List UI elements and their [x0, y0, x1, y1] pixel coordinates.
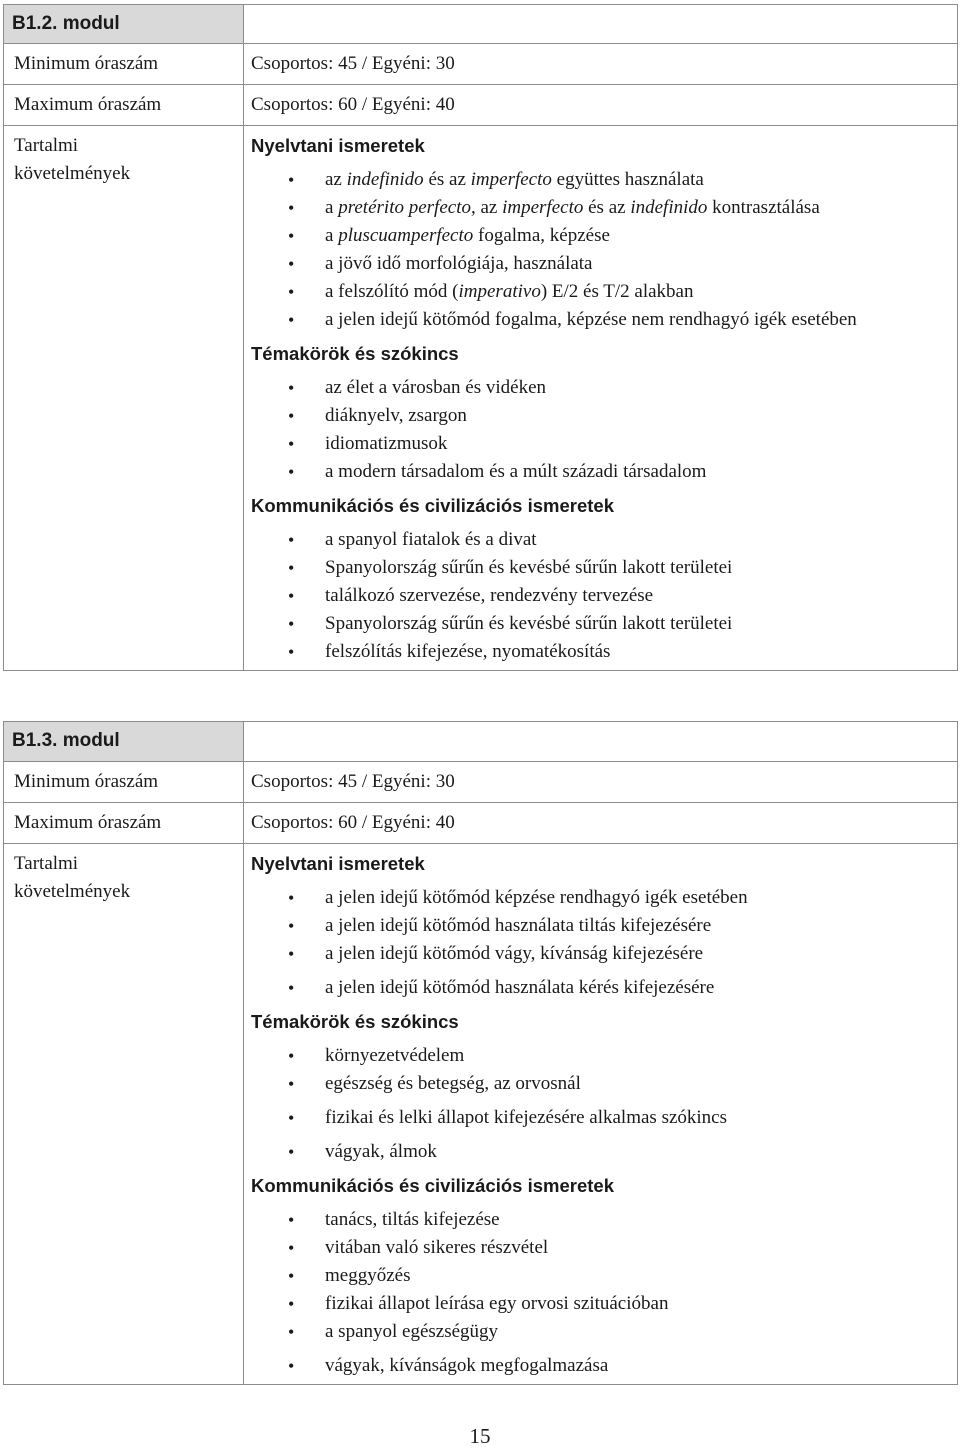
list-item: • vágyak, kívánságok megfogalmazása	[251, 1352, 945, 1380]
list-item: • diáknyelv, zsargon	[251, 402, 945, 430]
content-requirements-label	[4, 844, 244, 1385]
grammar-list	[251, 884, 945, 1002]
list-item: • az élet a városban és vidéken	[251, 374, 945, 402]
content-requirements	[244, 126, 958, 671]
max-hours-value: Csoportos: 60 / Egyéni: 40	[244, 85, 958, 126]
max-hours-label: Maximum óraszám	[4, 803, 244, 844]
list-item: • a jövő idő morfológiája, használata	[251, 250, 945, 278]
content-label-line-2: követelmények	[14, 163, 131, 184]
section-title-grammar: Nyelvtani ismeretek	[251, 853, 425, 874]
content-label-line-1: Tartalmi	[14, 853, 79, 874]
list-item: • a modern társadalom és a múlt századi társadalom	[251, 458, 945, 486]
list-item: • a spanyol egészségügy	[251, 1318, 945, 1346]
list-item: • felszólítás kifejezése, nyomatékosítás	[251, 638, 945, 666]
page-number: 15	[469, 1424, 491, 1448]
list-item: • meggyőzés	[251, 1262, 945, 1290]
list-item: • a pluscuamperfecto fogalma, képzése	[251, 222, 945, 250]
min-hours-label: Minimum óraszám	[4, 762, 244, 803]
module-id: B1.2. modul	[4, 5, 244, 44]
module-header-blank	[244, 5, 958, 44]
section-title-grammar: Nyelvtani ismeretek	[251, 135, 425, 156]
grammar-list	[251, 166, 945, 334]
list-item: • vitában való sikeres részvétel	[251, 1234, 945, 1262]
list-item: • fizikai állapot leírása egy orvosi szituációban	[251, 1290, 945, 1318]
list-item: • egészség és betegség, az orvosnál	[251, 1070, 945, 1098]
list-item: • Spanyolország sűrűn és kevésbé sűrűn lakott területei	[251, 554, 945, 582]
list-item: • a pretérito perfecto, az imperfecto és az indefinido kontrasztálása	[251, 194, 945, 222]
module-id: B1.3. modul	[4, 722, 244, 762]
max-hours-label: Maximum óraszám	[4, 85, 244, 126]
min-hours-label: Minimum óraszám	[4, 44, 244, 85]
section-title-topics: Témakörök és szókincs	[251, 1011, 459, 1032]
section-title-topics: Témakörök és szókincs	[251, 343, 459, 364]
content-label-line-2: követelmények	[14, 881, 131, 902]
communication-list	[251, 1206, 945, 1380]
list-item: • a jelen idejű kötőmód használata kérés kifejezésére	[251, 974, 945, 1002]
section-title-communication: Kommunikációs és civilizációs ismeretek	[251, 1175, 614, 1196]
topics-list	[251, 1042, 945, 1166]
list-item: • a jelen idejű kötőmód vágy, kívánság kifejezésére	[251, 940, 945, 968]
list-item: • a jelen idejű kötőmód képzése rendhagyó igék esetében	[251, 884, 945, 912]
max-hours-value: Csoportos: 60 / Egyéni: 40	[244, 803, 958, 844]
min-hours-value: Csoportos: 45 / Egyéni: 30	[244, 44, 958, 85]
list-item: • tanács, tiltás kifejezése	[251, 1206, 945, 1234]
list-item: • az indefinido és az imperfecto együttes használata	[251, 166, 945, 194]
module-table-b1-3	[3, 721, 958, 1385]
topics-list	[251, 374, 945, 486]
min-hours-value: Csoportos: 45 / Egyéni: 30	[244, 762, 958, 803]
module-header-blank	[244, 722, 958, 762]
list-item: • fizikai és lelki állapot kifejezésére alkalmas szókincs	[251, 1104, 945, 1132]
section-title-communication: Kommunikációs és civilizációs ismeretek	[251, 495, 614, 516]
list-item: • találkozó szervezése, rendezvény tervezése	[251, 582, 945, 610]
module-table-b1-2	[3, 4, 958, 671]
list-item: • a felszólító mód (imperativo) E/2 és T/2 alakban	[251, 278, 945, 306]
list-item: • a spanyol fiatalok és a divat	[251, 526, 945, 554]
list-item: • környezetvédelem	[251, 1042, 945, 1070]
list-item: • idiomatizmusok	[251, 430, 945, 458]
list-item: • vágyak, álmok	[251, 1138, 945, 1166]
content-requirements-label	[4, 126, 244, 671]
content-requirements	[244, 844, 958, 1385]
content-label-line-1: Tartalmi	[14, 135, 79, 156]
list-item: • a jelen idejű kötőmód fogalma, képzése nem rendhagyó igék esetében	[251, 306, 945, 334]
communication-list	[251, 526, 945, 666]
list-item: • Spanyolország sűrűn és kevésbé sűrűn lakott területei	[251, 610, 945, 638]
list-item: • a jelen idejű kötőmód használata tiltás kifejezésére	[251, 912, 945, 940]
